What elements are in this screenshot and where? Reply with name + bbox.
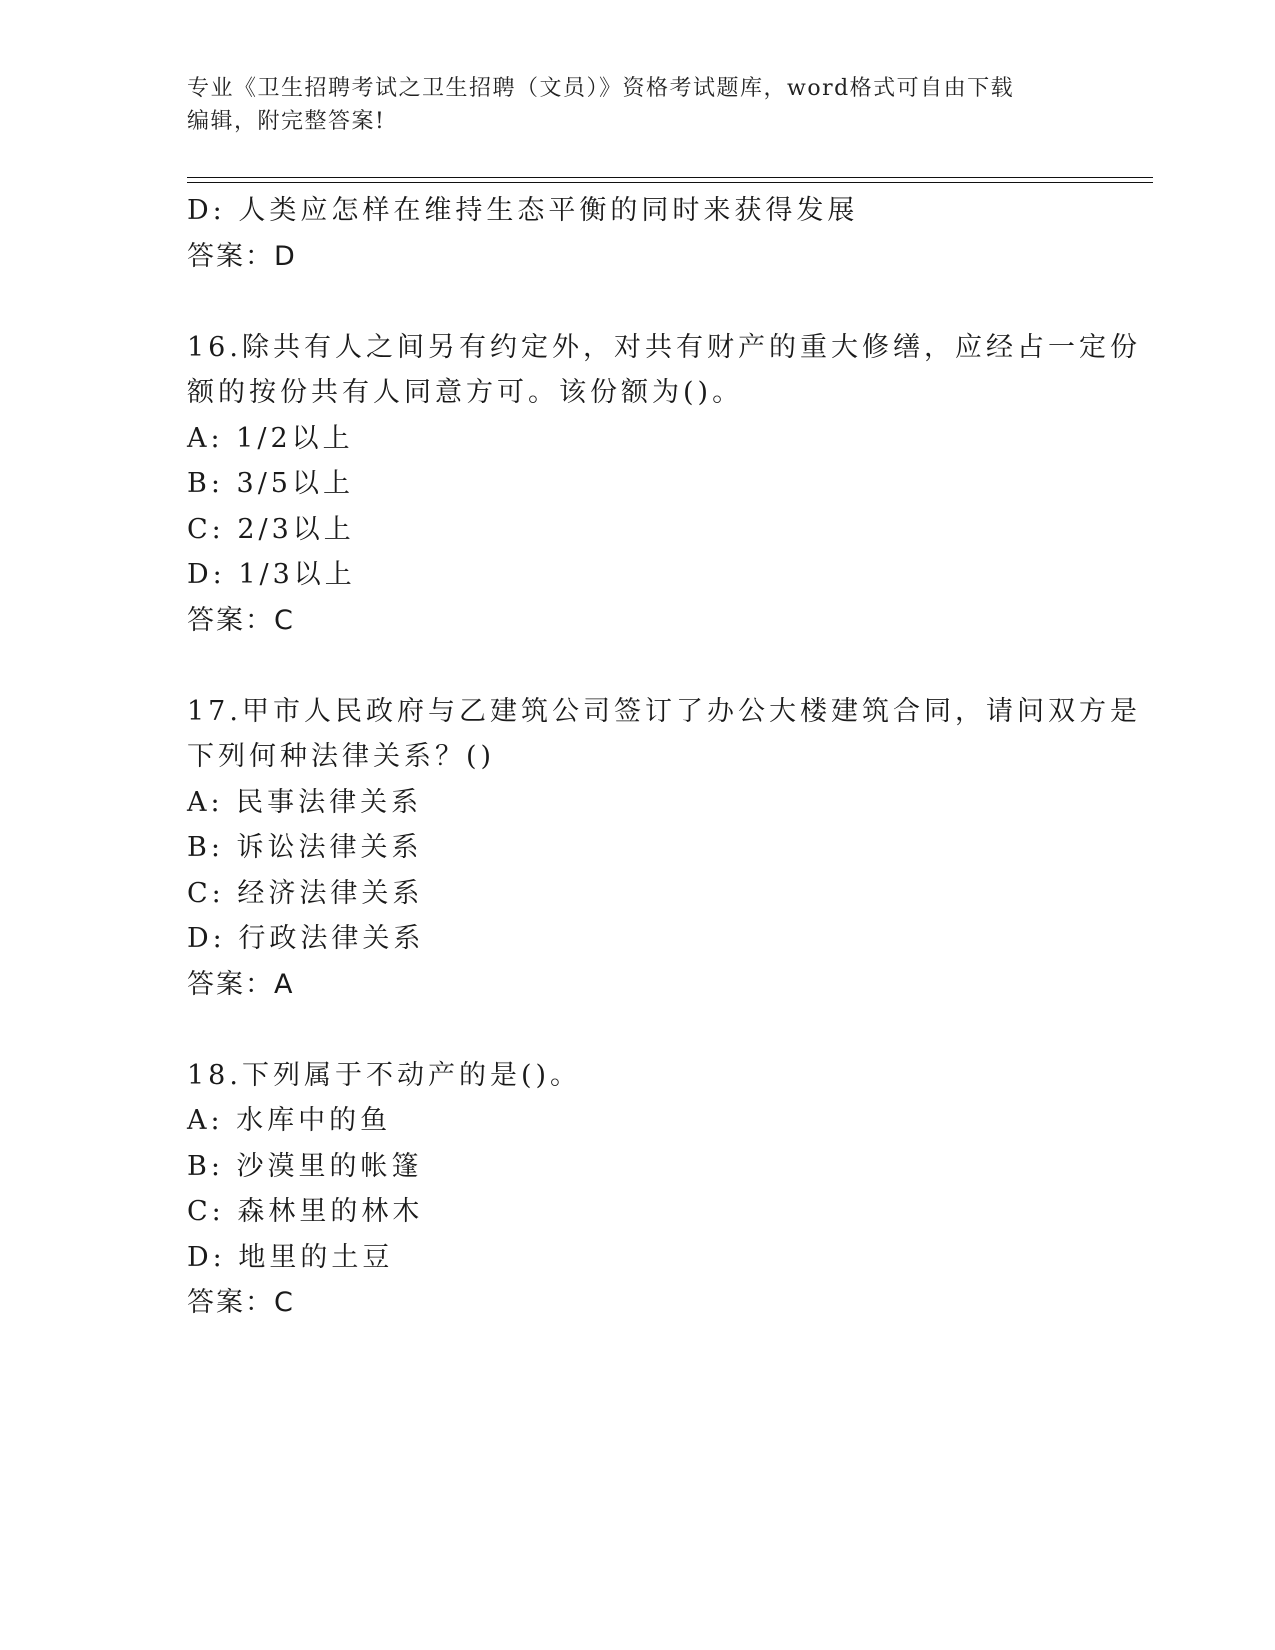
question-16 xyxy=(187,325,1141,644)
answer-line: 答案：C xyxy=(187,604,295,636)
option-c: C: 2/3以上 xyxy=(187,513,355,545)
option-a: A: 水库中的鱼 xyxy=(187,1105,392,1136)
option-d: D: 人类应怎样在维持生态平衡的同时来获得发展 xyxy=(187,195,859,226)
question-text: 16.除共有人之间另有约定外，对共有财产的重大修缮，应经占一定份 xyxy=(187,331,1141,363)
question-list xyxy=(187,188,1141,1326)
header-divider xyxy=(187,177,1153,183)
question-18 xyxy=(187,1053,1087,1326)
question-text: 17.甲市人民政府与乙建筑公司签订了办公大楼建筑合同，请问双方是 xyxy=(187,695,1141,727)
option-a: A: 1/2以上 xyxy=(187,422,354,454)
answer-line: 答案：D xyxy=(187,240,297,272)
header-line-1: 专业《卫生招聘考试之卫生招聘（文员）》资格考试题库，word格式可自由下载 xyxy=(187,76,1015,101)
option-c: C: 森林里的林木 xyxy=(187,1196,424,1227)
question-17 xyxy=(187,689,1141,1008)
question-text-cont: 下列何种法律关系？() xyxy=(187,741,496,772)
option-a: A: 民事法律关系 xyxy=(187,786,423,818)
option-d: D: 地里的土豆 xyxy=(187,1241,394,1273)
option-c: C: 经济法律关系 xyxy=(187,877,424,909)
option-d: D: 行政法律关系 xyxy=(187,923,425,954)
option-b: B: 诉讼法律关系 xyxy=(187,832,423,863)
question-text: 18.下列属于不动产的是()。 xyxy=(187,1059,582,1091)
header-line-2: 编辑，附完整答案! xyxy=(187,109,386,134)
question-text-cont: 额的按份共有人同意方可。该份额为()。 xyxy=(187,377,744,408)
option-b: B: 3/5以上 xyxy=(187,468,354,499)
option-d: D: 1/3以上 xyxy=(187,559,356,590)
answer-line: 答案：C xyxy=(187,1287,295,1318)
document-header xyxy=(187,72,1067,138)
option-b: B: 沙漠里的帐篷 xyxy=(187,1150,423,1182)
answer-line: 答案：A xyxy=(187,968,295,1000)
